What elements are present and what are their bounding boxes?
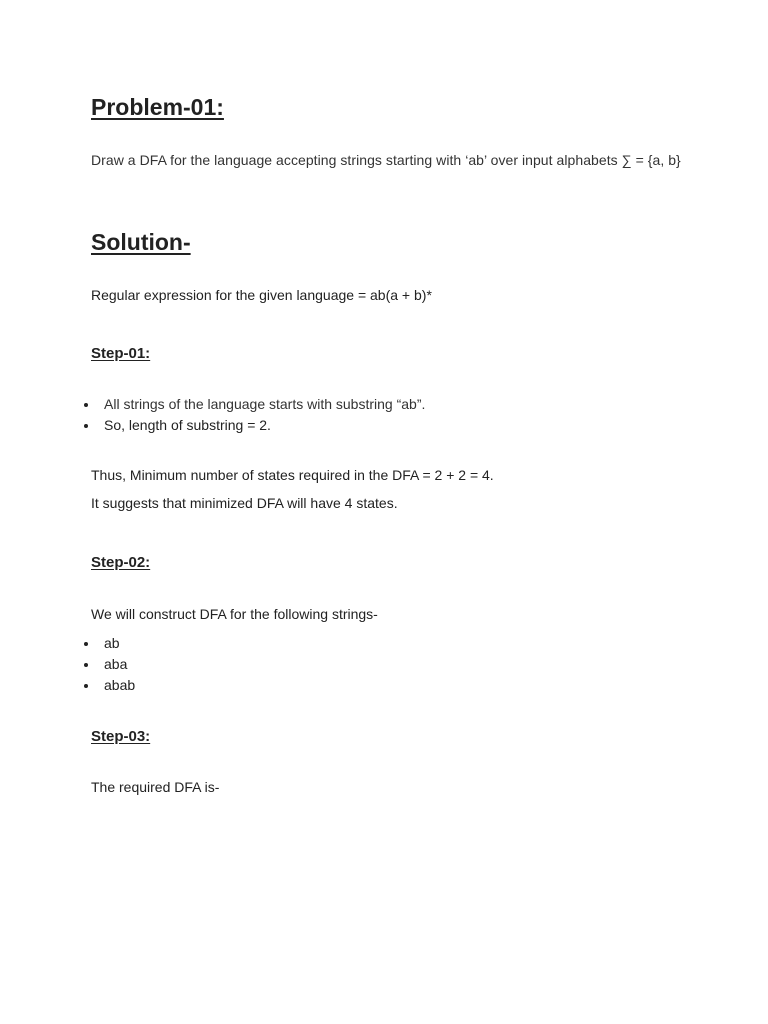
list-item-text: All strings of the language starts with substring “ab”.: [104, 396, 426, 412]
required-dfa-line: The required DFA is-: [91, 779, 220, 795]
solution-heading: Solution-: [91, 229, 191, 255]
list-item: [82, 654, 135, 675]
list-item: [82, 675, 135, 696]
bullet-icon: [84, 642, 88, 646]
list-item-text: So, length of substring = 2.: [104, 417, 271, 433]
list-item: [82, 633, 135, 654]
list-item-text: aba: [104, 656, 128, 672]
list-item: [82, 415, 425, 436]
bullet-icon: [84, 403, 88, 407]
string-list: [82, 633, 135, 696]
list-item-text: abab: [104, 677, 136, 693]
step-01-bullet-list: [82, 394, 425, 436]
problem-statement: Draw a DFA for the language accepting strings starting with ‘ab’ over input alphabets ∑ = {a, b}: [91, 152, 681, 168]
problem-heading: Problem-01:: [91, 94, 224, 120]
list-item: [82, 394, 425, 415]
bullet-icon: [84, 424, 88, 428]
bullet-icon: [84, 663, 88, 667]
bullet-icon: [84, 684, 88, 688]
step-02-heading: Step-02:: [91, 554, 151, 571]
list-item-text: ab: [104, 635, 120, 651]
regex-line: Regular expression for the given language = ab(a + b)*: [91, 287, 432, 303]
step-03-heading: Step-03:: [91, 728, 151, 745]
four-states-line: It suggests that minimized DFA will have 4 states.: [91, 495, 398, 511]
step-01-heading: Step-01:: [91, 345, 151, 362]
min-states-line: Thus, Minimum number of states required in the DFA = 2 + 2 = 4.: [91, 467, 494, 483]
construct-intro: We will construct DFA for the following strings-: [91, 606, 378, 622]
